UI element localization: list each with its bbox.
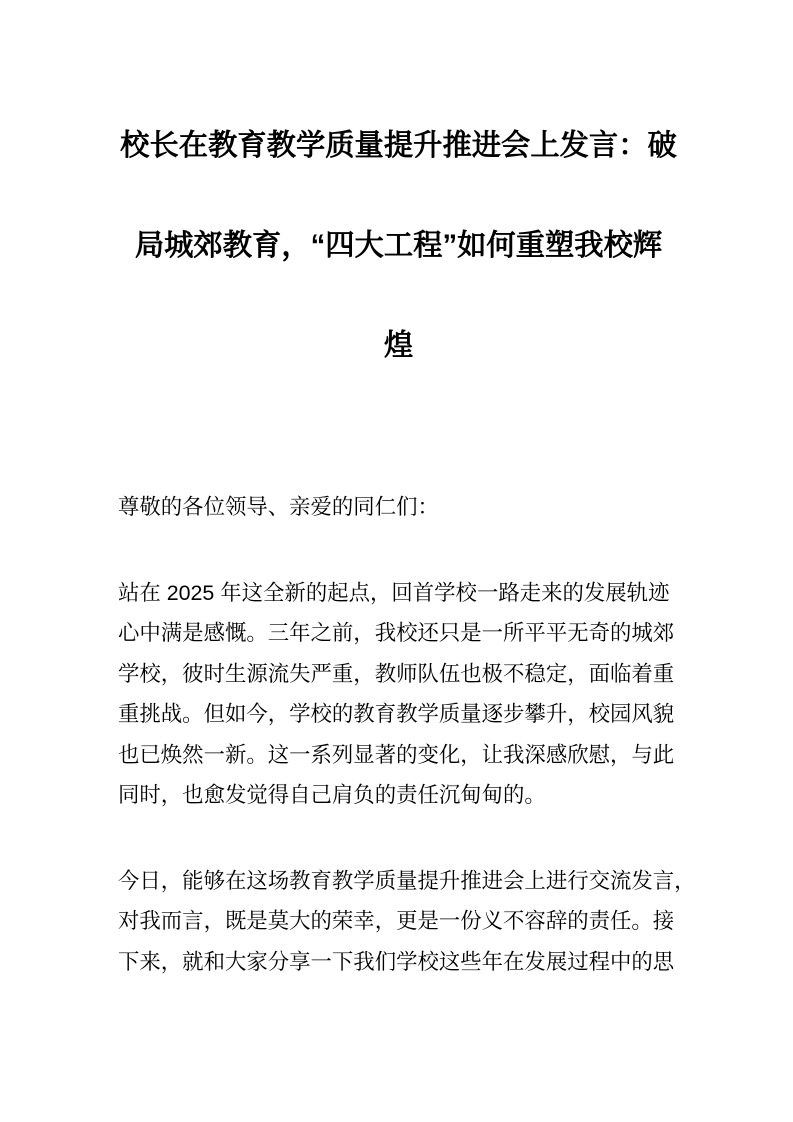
salutation-line: 尊敬的各位领导、亲爱的同仁们： xyxy=(118,495,439,519)
paragraph-2-line-2: 对我而言，既是莫大的荣幸，更是一份义不容辞的责任。接 xyxy=(118,909,675,933)
paragraph-1-line-4: 重挑战。但如今，学校的教育教学质量逐步攀升，校园风貌 xyxy=(118,702,675,726)
salutation-paragraph xyxy=(118,487,679,528)
paragraph-1-line-6: 同时，也愈发觉得自己肩负的责任沉甸甸的。 xyxy=(118,783,546,807)
document-title xyxy=(118,96,679,396)
title-line-1: 校长在教育教学质量提升推进会上发言：破 xyxy=(120,129,677,162)
body-paragraph-1 xyxy=(118,573,679,816)
title-line-2: 局城郊教育，“四大工程”如何重塑我校辉 xyxy=(134,229,663,262)
paragraph-2-line-3: 下来，就和大家分享一下我们学校这些年在发展过程中的思 xyxy=(118,949,675,974)
paragraph-1-line-2: 心中满是感慨。三年之前，我校还只是一所平平无奇的城郊 xyxy=(118,621,675,645)
paragraph-1-line-5: 也已焕然一新。这一系列显著的变化，让我深感欣慰，与此 xyxy=(118,742,675,767)
title-line-3: 煌 xyxy=(383,329,414,362)
body-paragraph-2 xyxy=(118,861,696,983)
paragraph-2-line-1: 今日，能够在这场教育教学质量提升推进会上进行交流发言， xyxy=(118,868,696,893)
paragraph-1-line-1: 站在 2025 年这全新的起点，回首学校一路走来的发展轨迹 xyxy=(118,580,670,605)
paragraph-1-line-3: 学校，彼时生源流失严重，教师队伍也极不稳定，面临着重 xyxy=(118,661,675,686)
